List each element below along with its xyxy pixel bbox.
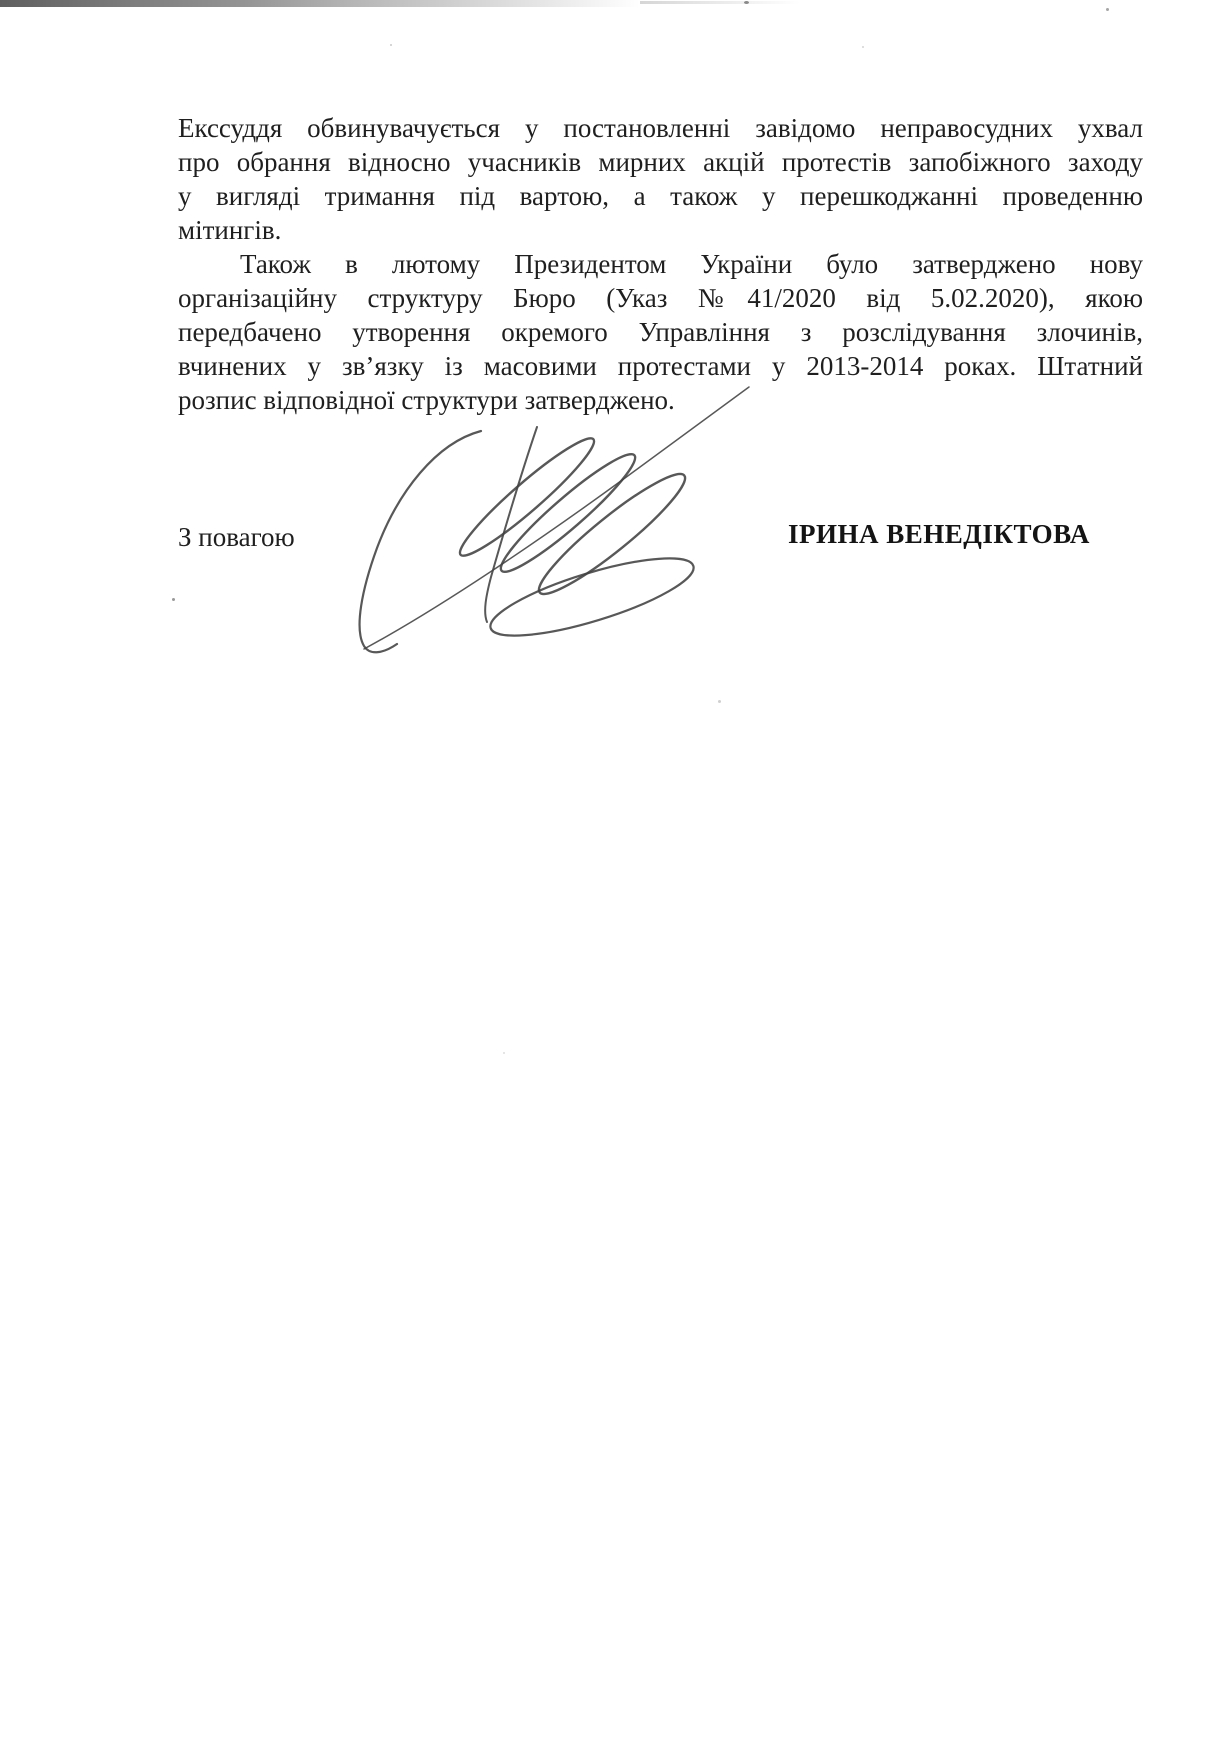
scan-speck: [503, 1052, 505, 1054]
scan-speck: [172, 598, 175, 601]
paragraph-1-line-4: мітингів.: [178, 215, 282, 245]
scan-speck: [1106, 8, 1109, 11]
scan-artifact-top-edge: [0, 0, 640, 7]
paragraph-2-line-5: розпис відповідної структури затверджено.: [178, 385, 675, 415]
handwritten-signature: [300, 373, 770, 663]
paragraph-2-line-4: вчинених у зв’язку із масовими протестами у 2013-2014 роках. Штатний: [178, 351, 1143, 381]
scan-speck: [718, 700, 721, 703]
scan-artifact-top-edge-faint: [640, 1, 800, 4]
paragraph-1-line-3: у вигляді тримання під вартою, а також у перешкоджанні проведенню: [178, 181, 1143, 211]
scan-speck: [390, 44, 392, 46]
paragraph-1-line-2: про обрання відносно учасників мирних акцій протестів запобіжного заходу: [178, 147, 1143, 177]
letter-body: [178, 111, 1143, 417]
paragraph-2-line-3: передбачено утворення окремого Управління з розслідування злочинів,: [178, 317, 1143, 347]
paragraph-2-line-2: організаційну структуру Бюро (Указ №41/2020 від 5.02.2020), якою: [178, 283, 1143, 313]
scan-speck: [744, 1, 749, 4]
paragraph-1-line-1: Екссуддя обвинувачується у постановленні завідомо неправосудних ухвал: [178, 113, 1143, 143]
closing-signer-name: ІРИНА ВЕНЕДІКТОВА: [788, 519, 1090, 549]
scan-speck: [862, 46, 864, 48]
paragraph-2-line-1: Також в лютому Президентом України було затверджено нову: [240, 249, 1143, 279]
closing-salutation: З повагою: [178, 522, 295, 552]
